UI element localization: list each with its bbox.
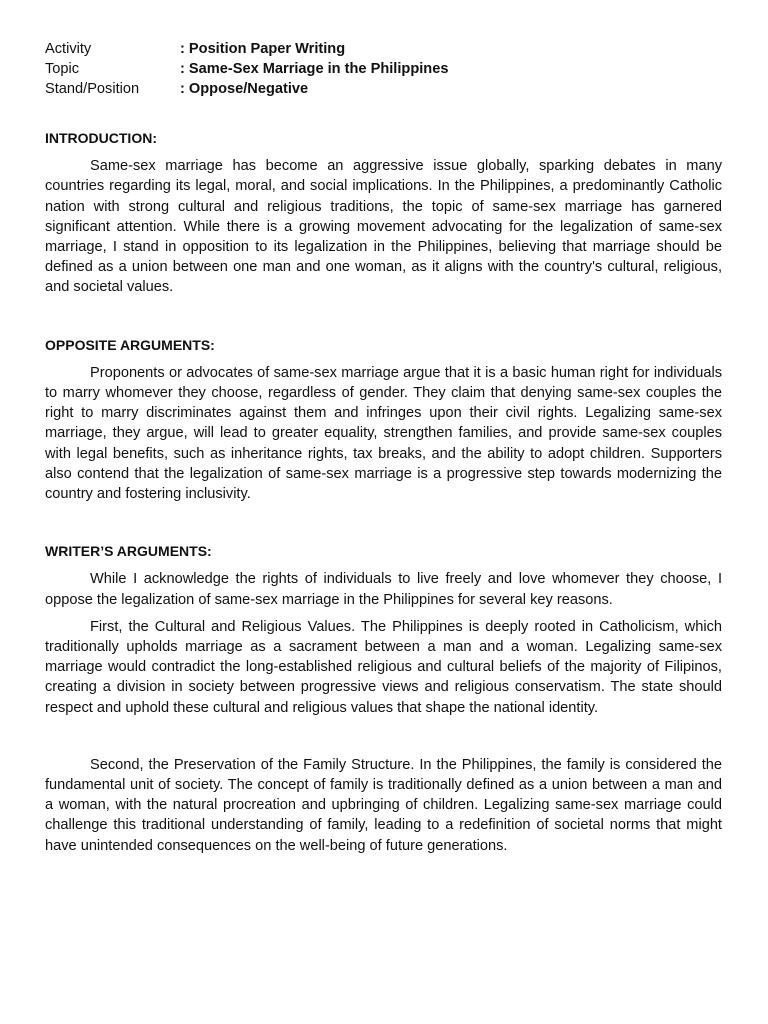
- introduction-paragraph: Same-sex marriage has become an aggressive issue globally, sparking debates in many countries regarding its legal, moral, and social implications. In the Philippines, a predominantly Catholic nation with strong cultural and religious traditions, the topic of same-sex marriage has garnered significant attention. While there is a growing movement advocating for the legalization of same-sex marriage, I stand in opposition to its legalization in the Philippines, believing that marriage should be defined as a union between one man and one woman, as it aligns with the country's cultural, religious, and societal values.: [45, 158, 722, 296]
- introduction-heading: INTRODUCTION:: [45, 130, 157, 146]
- opposite-arguments-paragraph: Proponents or advocates of same-sex marriage argue that it is a basic human right for individuals to marry whomever they choose, regardless of gender. They claim that denying same-sex couples the right to marry discriminates against them and infringes upon their civil rights. Legalizing same-sex marriage, they argue, will lead to greater equality, strengthen families, and provide same-sex couples with legal benefits, such as inheritance rights, tax breaks, and the ability to adopt children. Supporters also contend that the legalization of same-sex marriage is a progressive step towards modernizing the country and fostering inclusivity.: [45, 364, 722, 503]
- topic-row: [45, 59, 722, 79]
- opposite-arguments-heading: OPPOSITE ARGUMENTS:: [45, 336, 215, 353]
- document-metadata: [45, 39, 722, 99]
- writers-arguments-paragraph-1: While I acknowledge the rights of individuals to live freely and love whomever they choose, I oppose the legalization of same-sex marriage in the Philippines for several key reasons.: [45, 571, 722, 608]
- activity-label: Activity: [45, 41, 92, 57]
- stand-row: [45, 79, 722, 99]
- activity-row: [45, 39, 722, 59]
- topic-value: : Same-Sex Marriage in the Philippines: [180, 61, 449, 77]
- topic-label: Topic: [45, 61, 80, 77]
- stand-label: Stand/Position: [45, 81, 140, 97]
- writers-arguments-heading: WRITER’S ARGUMENTS:: [45, 543, 212, 560]
- writers-arguments-section: [45, 541, 722, 856]
- document-page: [45, 39, 722, 856]
- activity-value: : Position Paper Writing: [180, 41, 346, 57]
- writers-arguments-paragraph-3: Second, the Preservation of the Family Structure. In the Philippines, the family is considered the fundamental unit of society. The concept of family is traditionally defined as a union between a man and a woman, with the natural procreation and upbringing of children. Legalizing same-sex marriage could challenge this traditional understanding of family, leading to a redefinition of societal norms that might have unintended consequences on the well-being of future generations.: [45, 756, 722, 854]
- writers-arguments-paragraph-2: First, the Cultural and Religious Values. The Philippines is deeply rooted in Catholicism, which traditionally upholds marriage as a sacrament between a man and a woman. Legalizing same-sex marriage would contradict the long-established religious and cultural beliefs of the majority of Filipinos, creating a division in society between progressive views and religious conservatism. The state should respect and uphold these cultural and religious values that shape the national identity.: [45, 618, 722, 716]
- opposite-arguments-section: [45, 335, 722, 505]
- stand-value: : Oppose/Negative: [180, 81, 309, 97]
- introduction-section: [45, 128, 722, 298]
